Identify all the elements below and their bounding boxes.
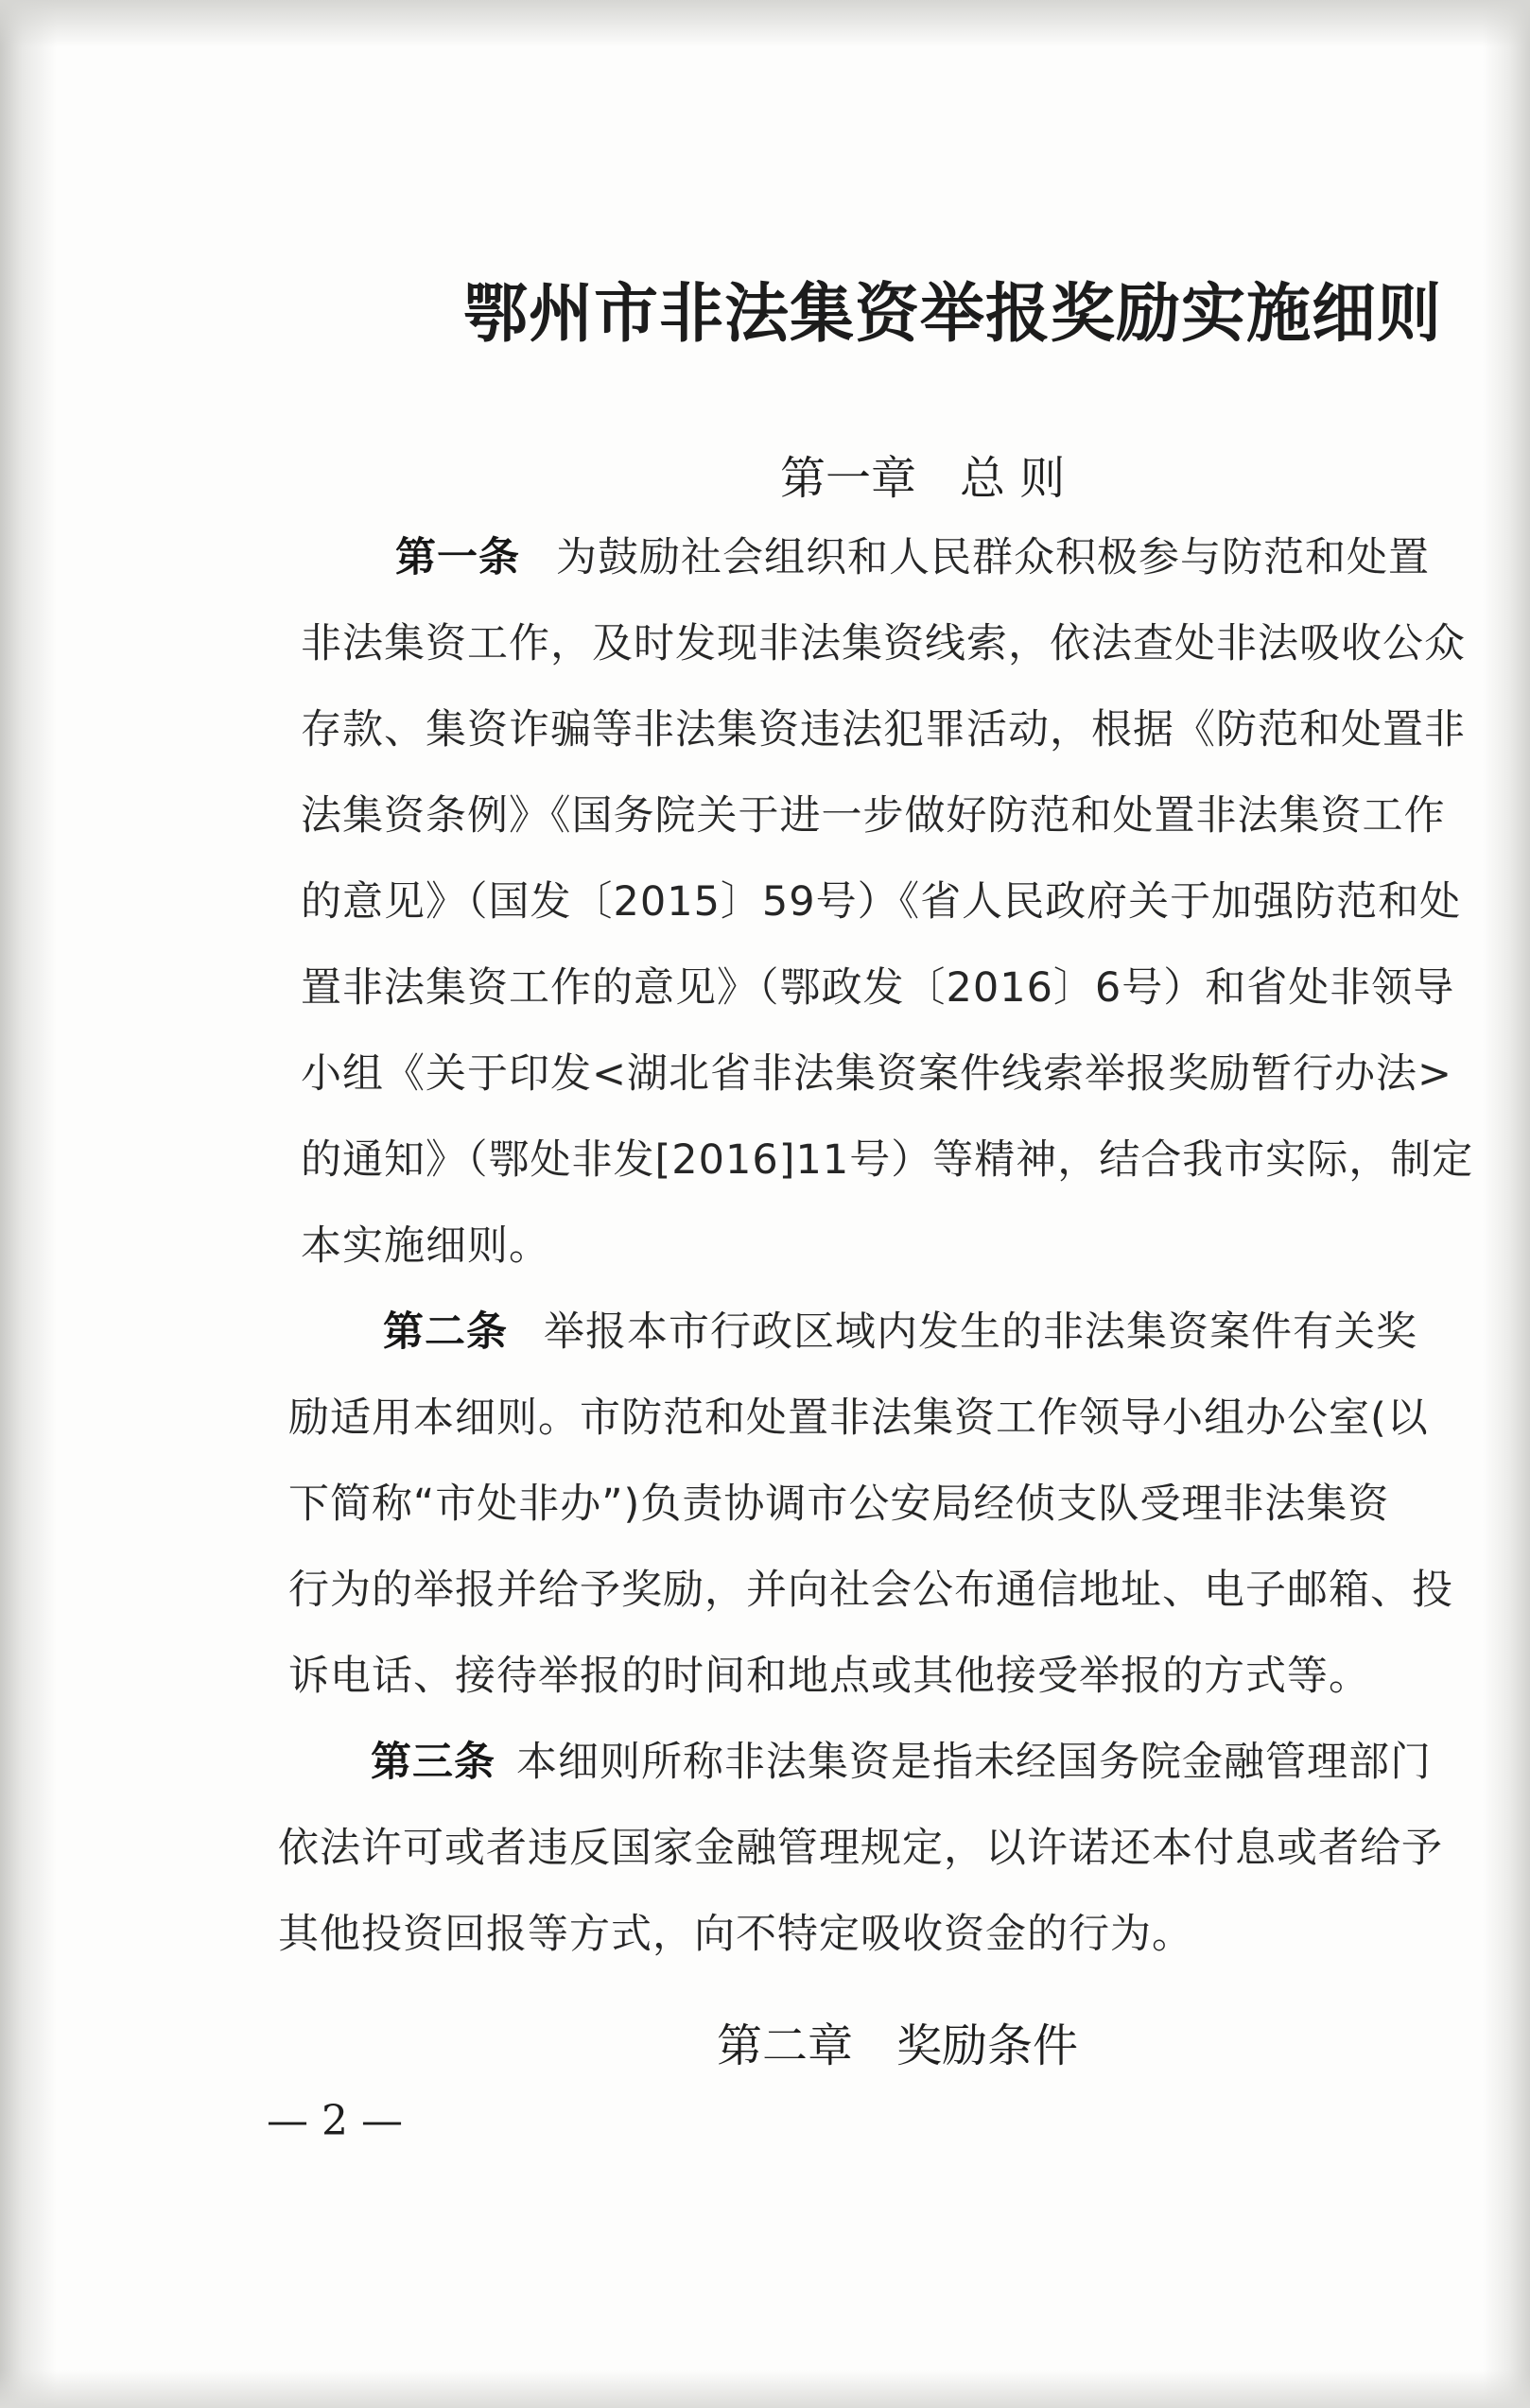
article-label: 第一条: [395, 534, 520, 581]
article-2-line-3: 下简称“市处非办”)负责协调市公安局经侦支队受理非法集资: [288, 1481, 1390, 1528]
article-1-line-8: 的通知》（鄂处非发[2016]11号）等精神，结合我市实际，制定: [301, 1136, 1474, 1184]
article-2-line-2: 励适用本细则。市防范和处置非法集资工作领导小组办公室(以: [288, 1395, 1429, 1442]
article-3-line-1: 第三条 本细则所称非法集资是指未经国务院金融管理部门: [371, 1739, 1432, 1786]
article-1-line-9: 本实施细则。: [301, 1222, 550, 1270]
article-1-line-1: 第一条 为鼓励社会组织和人民群众积极参与防范和处置: [395, 534, 1430, 581]
article-1-line-4: 法集资条例》《国务院关于进一步做好防范和处置非法集资工作: [301, 792, 1446, 840]
article-1-line-7: 小组《关于印发<湖北省非法集资案件线索举报奖励暂行办法>: [301, 1050, 1453, 1098]
chapter-heading-2: [717, 2009, 1078, 2074]
article-2-line-5: 诉电话、接待举报的时间和地点或其他接受举报的方式等。: [288, 1653, 1370, 1700]
article-1-line-6: 置非法集资工作的意见》（鄂政发〔2016〕6号）和省处非领导: [301, 964, 1455, 1012]
article-label: 第三条: [371, 1739, 496, 1786]
chapter-name: 总 则: [960, 452, 1066, 505]
article-2-line-4: 行为的举报并给予奖励，并向社会公布通信地址、电子邮箱、投: [288, 1567, 1453, 1614]
chapter-heading-1: [780, 442, 1065, 507]
page-edge-shadow-top: [0, 0, 1530, 47]
article-1-line-5: 的意见》（国发〔2015〕59号）《省人民政府关于加强防范和处: [301, 878, 1462, 926]
chapter-number: 第一章: [780, 452, 917, 505]
page-edge-shadow-left: [0, 0, 57, 2408]
article-3-line-3: 其他投资回报等方式，向不特定吸收资金的行为。: [278, 1911, 1193, 1958]
chapter-number: 第二章: [717, 2019, 854, 2072]
chapter-name: 奖励条件: [896, 2019, 1079, 2072]
article-3-line-2: 依法许可或者违反国家金融管理规定，以许诺还本付息或者给予: [278, 1825, 1443, 1872]
page-edge-shadow-bottom: [0, 2370, 1530, 2408]
document-title: 鄂州市非法集资举报奖励实施细则: [463, 276, 1443, 352]
page-edge-shadow-right: [1483, 0, 1530, 2408]
article-1-line-3: 存款、集资诈骗等非法集资违法犯罪活动，根据《防范和处置非: [301, 706, 1466, 754]
article-1-line-2: 非法集资工作，及时发现非法集资线索，依法查处非法吸收公众: [301, 620, 1466, 667]
page-number: — 2 —: [267, 2097, 403, 2145]
article-2-line-1: 第二条 举报本市行政区域内发生的非法集资案件有关奖: [383, 1308, 1417, 1356]
article-label: 第二条: [383, 1308, 508, 1356]
